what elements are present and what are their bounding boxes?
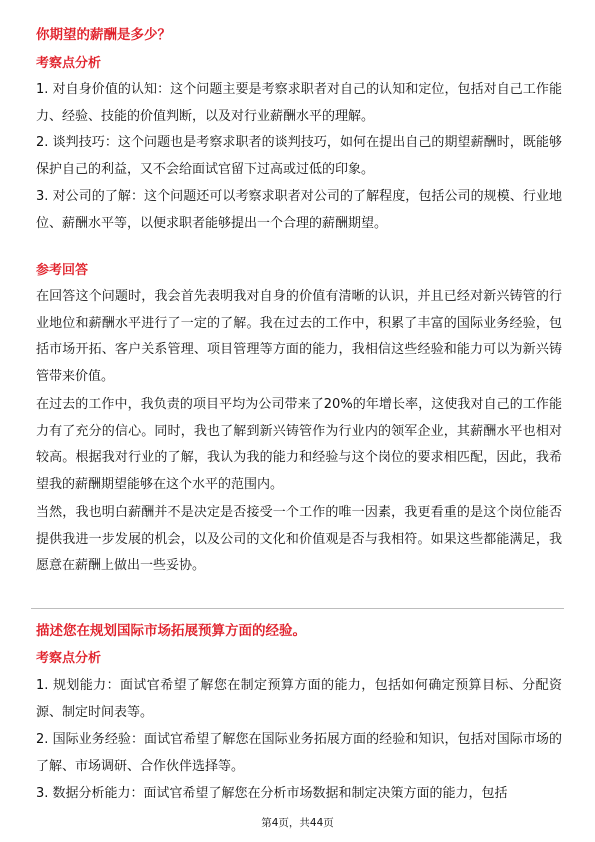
q1-analysis-item-1: 1. 对自身价值的认知：这个问题主要是考察求职者对自己的认知和定位，包括对自己工作能力、经验、技能的价值判断，以及对行业薪酬水平的理解。 bbox=[36, 82, 562, 124]
q2-analysis-heading: 考察点分析 bbox=[36, 651, 102, 666]
page-number-footer: 第4页，共44页 bbox=[261, 817, 334, 829]
q1-answer-heading: 参考回答 bbox=[36, 263, 89, 278]
q2-analysis-item-3: 3. 数据分析能力：面试官希望了解您在分析市场数据和制定决策方面的能力，包括 bbox=[36, 786, 508, 801]
q1-analysis-item-2: 2. 谈判技巧：这个问题也是考察求职者的谈判技巧，如何在提出自己的期望薪酬时，既能够保护自己的利益，又不会给面试官留下过高或过低的印象。 bbox=[36, 135, 562, 177]
q2-analysis-item-2: 2. 国际业务经验：面试官希望了解您在国际业务拓展方面的经验和知识，包括对国际市场的了解、市场调研、合作伙伴选择等。 bbox=[36, 732, 562, 774]
q1-answer-paragraph-2: 在过去的工作中，我负责的项目平均为公司带来了20%的年增长率，这使我对自己的工作能力有了充分的信心。同时，我也了解到新兴铸管作为行业内的领军企业，其薪酬水平也相对较高。根据我对行业的了解，我认为我的能力和经验与这个岗位的要求相匹配，因此，我希望我的薪酬期望能够在这个水平的范围内。 bbox=[36, 397, 562, 493]
q2-analysis-item-1: 1. 规划能力：面试官希望了解您在制定预算方面的能力，包括如何确定预算目标、分配资源、制定时间表等。 bbox=[36, 678, 562, 720]
question-2-title: 描述您在规划国际市场拓展预算方面的经验。 bbox=[36, 623, 306, 639]
question-1-title: 你期望的薪酬是多少？ bbox=[36, 27, 171, 43]
q1-answer-paragraph-3: 当然，我也明白薪酬并不是决定是否接受一个工作的唯一因素，我更看重的是这个岗位能否提供我进一步发展的机会，以及公司的文化和价值观是否与我相符。如果这些都能满足，我愿意在薪酬上做出一些妥协。 bbox=[36, 505, 562, 574]
q1-answer-paragraph-1: 在回答这个问题时，我会首先表明我对自身的价值有清晰的认识，并且已经对新兴铸管的行业地位和薪酬水平进行了一定的了解。我在过去的工作中，积累了丰富的国际业务经验，包括市场开拓、客户关系管理、项目管理等方面的能力，我相信这些经验和能力可以为新兴铸管带来价值。 bbox=[36, 289, 562, 385]
q1-analysis-heading: 考察点分析 bbox=[36, 56, 102, 71]
q1-analysis-item-3: 3. 对公司的了解：这个问题还可以考察求职者对公司的了解程度，包括公司的规模、行业地位、薪酬水平等，以便求职者能够提出一个合理的薪酬期望。 bbox=[36, 189, 562, 231]
section-divider bbox=[31, 608, 564, 609]
